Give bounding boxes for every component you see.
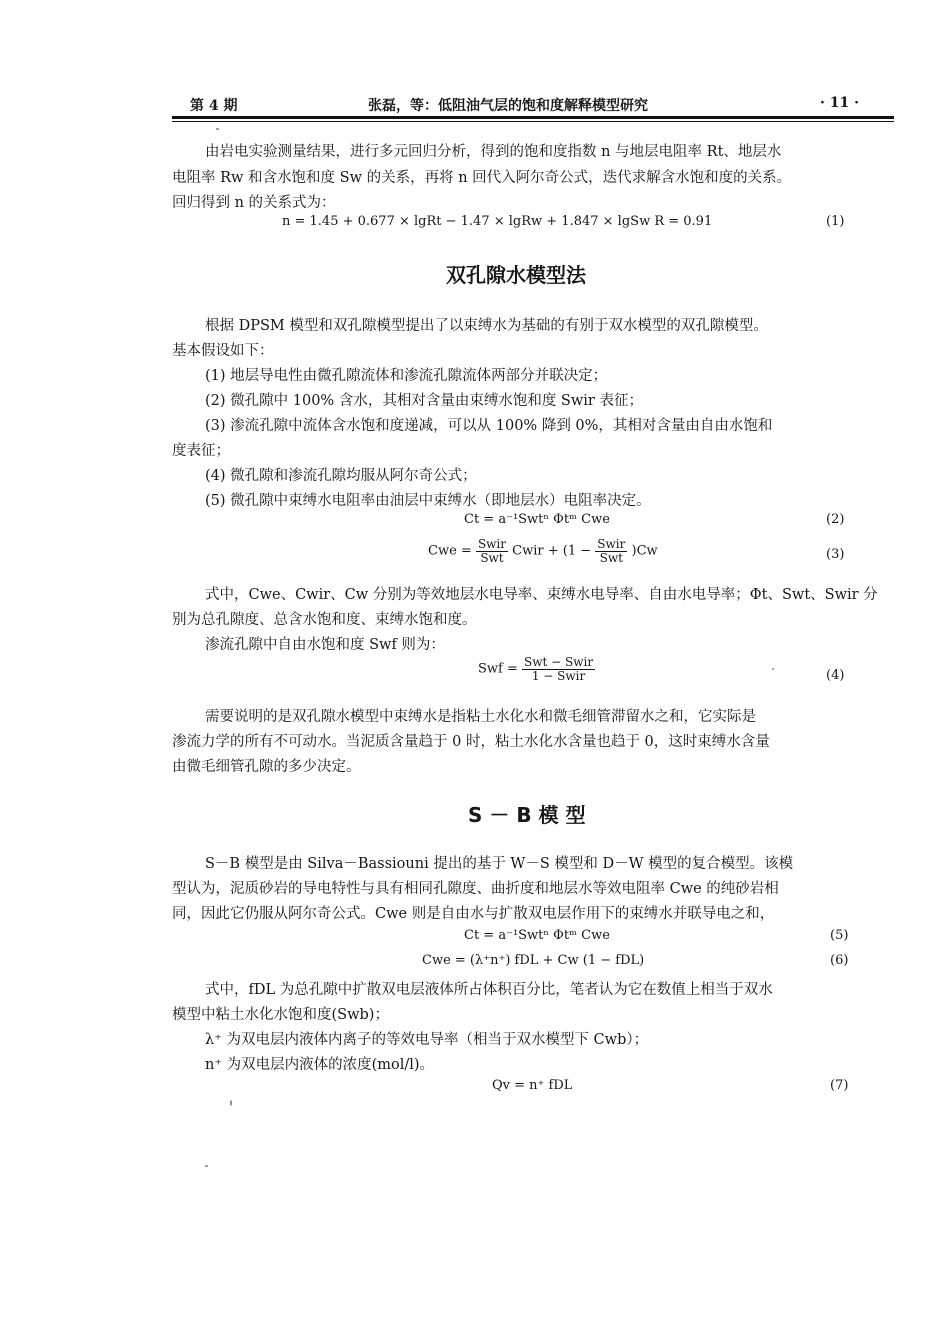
eq3-frac2-denominator: Swt [599,550,623,565]
issue-label: 第 4 期 [190,98,238,114]
eq4-fraction [522,656,595,682]
assumption-item-cont: 度表征； [172,443,230,459]
eq3-middle: Cwir + (1 − [512,543,592,559]
assumption-item: (4) 微孔隙和渗流孔隙均服从阿尔奇公式； [205,468,477,484]
scan-speck [230,1100,232,1106]
text-line: n⁺ 为双电层内液体的浓度(mol/l)。 [205,1057,435,1073]
eq3-frac1-denominator: Swt [480,550,504,565]
text-line: 式中，Cwe、Cwir、Cw 分别为等效地层水电导率、束缚水电导率、自由水电导率；Φt、Swt、Swir 分 [205,587,878,603]
eq3-lhs: Cwe = [428,543,472,559]
text-line: 由岩电实验测量结果，进行多元回归分析，得到的饱和度指数 n 与地层电阻率 Rt、地层水 [205,144,782,160]
text-line: S－B 模型是由 Silva－Bassiouni 提出的基于 W－S 模型和 D－W 模型的复合模型。该模 [205,856,794,872]
scan-speck [205,1165,208,1167]
equation-6: Cwe = (λ⁺n⁺) fDL + Cw (1 − fDL) [422,953,645,968]
text-line: 渗流孔隙中自由水饱和度 Swf 则为： [205,637,445,653]
assumption-item: (2) 微孔隙中 100% 含水，其相对含量由束缚水饱和度 Swir 表征； [205,393,643,409]
eq3-end: )Cw [631,543,658,559]
equation-4-number: (4) [826,668,845,683]
text-line: 需要说明的是双孔隙水模型中束缚水是指粘土水化水和微毛细管滞留水之和，它实际是 [205,709,756,725]
equation-5: Ct = a⁻¹Swtⁿ Φtᵐ Cwe [464,928,610,943]
equation-2-number: (2) [826,512,845,527]
header-rule-thick [172,116,894,119]
eq3-fraction-2 [595,538,627,564]
text-line: 基本假设如下： [172,343,274,359]
assumption-item: (3) 渗流孔隙中流体含水饱和度递减，可以从 100% 降到 0%，其相对含量由自由水饱和 [205,418,773,434]
equation-5-number: (5) [830,928,849,943]
eq3-fraction-1 [476,538,508,564]
eq3-frac1-numerator: Swir [477,537,507,551]
equation-3 [428,538,658,564]
page-number: · 11 · [820,95,859,111]
equation-1-number: (1) [826,214,845,229]
text-line: λ⁺ 为双电层内液体内离子的等效电导率（相当于双水模型下 Cwb）； [205,1032,649,1048]
equation-2: Ct = a⁻¹Swtⁿ Φtᵐ Cwe [464,512,610,527]
scan-speck [772,668,774,670]
section-title-sb-model: S － B 模 型 [468,803,586,827]
equation-7: Qv = n⁺ fDL [492,1078,573,1093]
scan-speck [216,128,219,130]
eq4-lhs: Swf = [478,661,518,677]
header-rule-thin [172,121,894,122]
running-title: 张磊，等：低阻油气层的饱和度解释模型研究 [368,98,648,114]
text-line: 根据 DPSM 模型和双孔隙模型提出了以束缚水为基础的有别于双水模型的双孔隙模型。 [205,318,768,334]
text-line: 同，因此它仍服从阿尔奇公式。Cwe 则是自由水与扩散双电层作用下的束缚水并联导电之和， [172,906,775,922]
text-line: 电阻率 Rw 和含水饱和度 Sw 的关系，再将 n 回代入阿尔奇公式，迭代求解含水饱和度的关系。 [172,170,792,186]
text-line: 渗流力学的所有不可动水。当泥质含量趋于 0 时，粘土水化水含量也趋于 0，这时束缚水含量 [172,734,770,750]
eq4-numerator: Swt − Swir [524,655,594,669]
assumption-item: (1) 地层导电性由微孔隙流体和渗流孔隙流体两部分并联决定； [205,368,608,384]
text-line: 模型中粘土水化水饱和度(Swb)； [172,1007,389,1023]
equation-4 [478,656,595,682]
text-line: 回归得到 n 的关系式为： [172,195,336,211]
equation-7-number: (7) [830,1078,849,1093]
assumption-item: (5) 微孔隙中束缚水电阻率由油层中束缚水（即地层水）电阻率决定。 [205,493,651,509]
text-line: 式中，fDL 为总孔隙中扩散双电层液体所占体积百分比，笔者认为它在数值上相当于双水 [205,982,773,998]
section-title-dual-pore: 双孔隙水模型法 [446,263,586,287]
equation-6-number: (6) [830,953,849,968]
equation-3-number: (3) [826,547,845,562]
text-line: 由微毛细管孔隙的多少决定。 [172,759,361,775]
eq3-frac2-numerator: Swir [597,537,626,551]
equation-1: n = 1.45 + 0.677 × lgRt − 1.47 × lgRw + 1.847 × lgSw R = 0.91 [282,214,713,229]
text-line: 型认为，泥质砂岩的导电特性与具有相同孔隙度、曲折度和地层水等效电阻率 Cwe 的纯砂岩相 [172,881,779,897]
text-line: 别为总孔隙度、总含水饱和度、束缚水饱和度。 [172,612,477,628]
eq4-denominator: 1 − Swir [531,668,586,683]
